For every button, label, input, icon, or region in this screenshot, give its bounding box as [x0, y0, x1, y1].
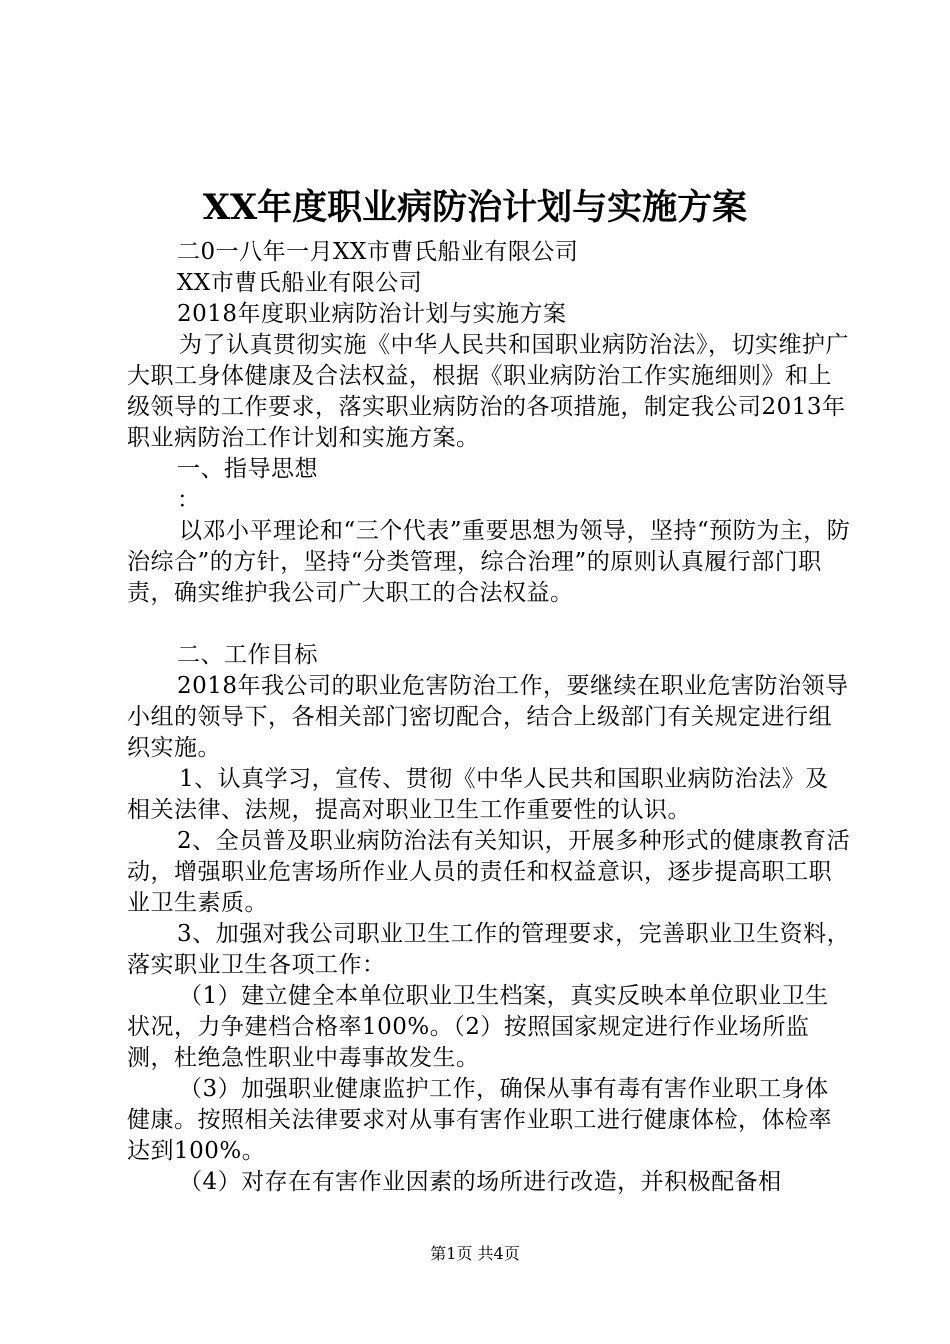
page-footer: 第1页 共4页	[430, 1244, 520, 1263]
intro-paragraph: 为了认真贯彻实施《中华人民共和国职业病防治法》，切实维护广大职工身体健康及合法权益，根据《职业病防治工作实施细则》和上级领导的工作要求，落实职业病防治的各项措施，制定我公司2013年职业病防治工作计划和实施方案。	[127, 332, 849, 451]
document-title: XX年度职业病防治计划与实施方案	[202, 187, 748, 228]
goal-item-1: 1、认真学习，宣传、贯彻《中华人民共和国职业病防治法》及相关法律、法规，提高对职业卫生工作重要性的认识。	[127, 766, 829, 823]
section-heading-work-goals: 二、工作目标	[177, 642, 318, 668]
section-heading-guiding-thought: 一、指导思想	[177, 456, 318, 482]
header-line-plan-title: 2018年度职业病防治计划与实施方案	[177, 301, 567, 327]
sub-item-3: （3）加强职业健康监护工作，确保从事有毒有害作业职工身体健康。按照相关法律要求对从事有害作业职工进行健康体检，体检率达到100%。	[127, 1076, 832, 1164]
header-line-date-company: 二0一八年一月XX市曹氏船业有限公司	[177, 239, 579, 265]
section-colon: ：	[177, 487, 201, 513]
sub-item-4: （4）对存在有害作业因素的场所进行改造，并积极配备相	[179, 1169, 782, 1195]
goal-item-3: 3、加强对我公司职业卫生工作的管理要求，完善职业卫生资料，落实职业卫生各项工作：	[127, 921, 851, 978]
paragraph-gap	[127, 609, 852, 640]
sub-item-1-2: （1）建立健全本单位职业卫生档案，真实反映本单位职业卫生状况，力争建档合格率100%。（2）按照国家规定进行作业场所监测，杜绝急性职业中毒事故发生。	[127, 983, 829, 1071]
guiding-thought-paragraph: 以邓小平理论和“三个代表”重要思想为领导，坚持“预防为主，防治综合”的方针，坚持“分类管理，综合治理”的原则认真履行部门职责，确实维护我公司广大职工的合法权益。	[127, 518, 851, 606]
document-body	[127, 237, 852, 1198]
header-line-company: XX市曹氏船业有限公司	[177, 270, 423, 296]
work-goals-paragraph: 2018年我公司的职业危害防治工作，要继续在职业危害防治领导小组的领导下，各相关部门密切配合，结合上级部门有关规定进行组织实施。	[127, 673, 849, 761]
goal-item-2: 2、全员普及职业病防治法有关知识，开展多种形式的健康教育活动，增强职业危害场所作业人员的责任和权益意识，逐步提高职工职业卫生素质。	[127, 828, 851, 916]
